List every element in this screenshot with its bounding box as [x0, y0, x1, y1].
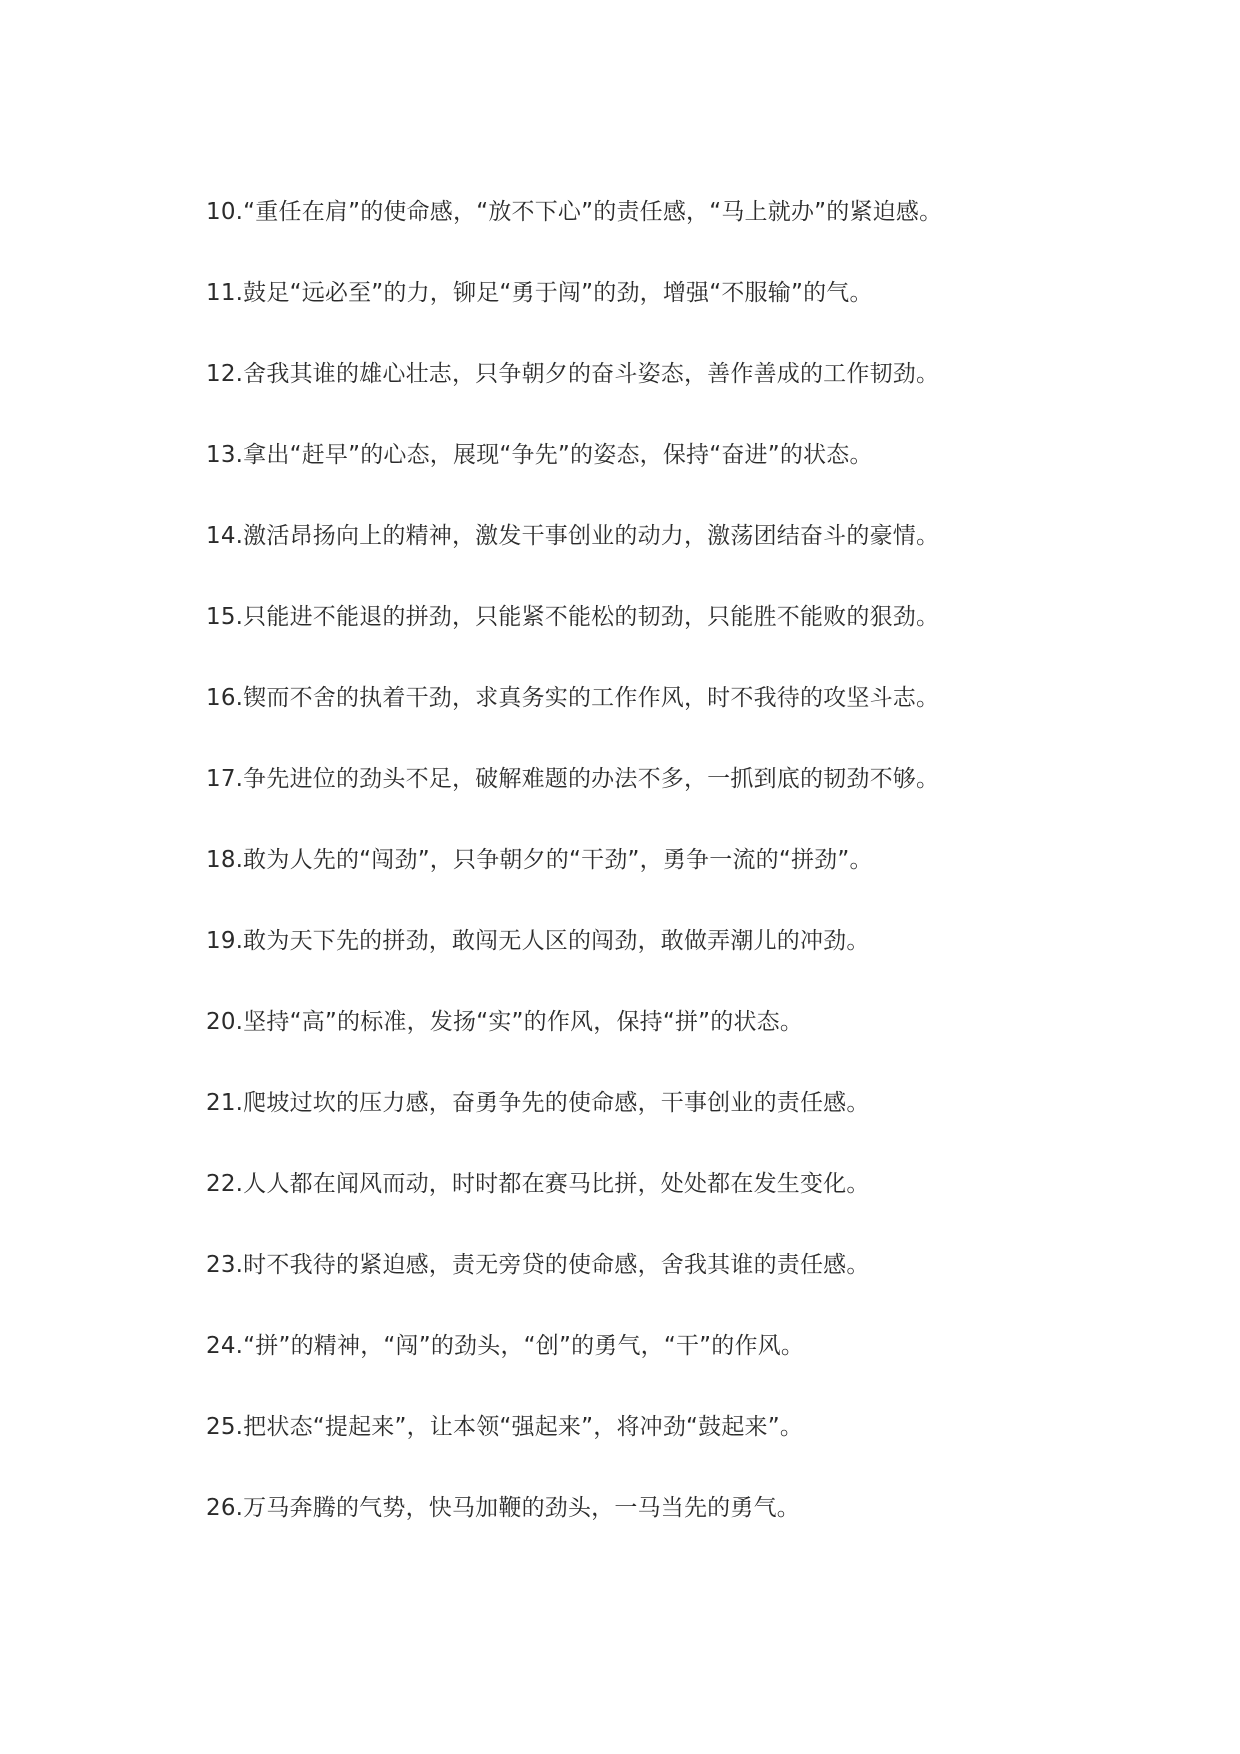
phrase-line: 19.敢为天下先的拼劲，敢闯无人区的闯劲，敢做弄潮儿的冲劲。	[206, 928, 870, 954]
phrase-line: 20.坚持“高”的标准，发扬“实”的作风，保持“拼”的状态。	[206, 1009, 804, 1035]
phrase-list	[206, 190, 1206, 1567]
phrase-line: 15.只能进不能退的拼劲，只能紧不能松的韧劲，只能胜不能败的狠劲。	[206, 604, 940, 630]
phrase-line: 24.“拼”的精神，“闯”的劲头，“创”的勇气，“干”的作风。	[206, 1333, 805, 1359]
phrase-line: 14.激活昂扬向上的精神，激发干事创业的动力，激荡团结奋斗的豪情。	[206, 523, 940, 549]
phrase-line: 11.鼓足“远必至”的力，铆足“勇于闯”的劲，增强“不服输”的气。	[206, 280, 873, 306]
phrase-line: 25.把状态“提起来”，让本领“强起来”，将冲劲“鼓起来”。	[206, 1414, 804, 1440]
phrase-line: 22.人人都在闻风而动，时时都在赛马比拼，处处都在发生变化。	[206, 1171, 870, 1197]
phrase-line: 17.争先进位的劲头不足，破解难题的办法不多，一抓到底的韧劲不够。	[206, 766, 940, 792]
phrase-line: 10.“重任在肩”的使命感，“放不下心”的责任感，“马上就办”的紧迫感。	[206, 199, 943, 225]
phrase-line: 12.舍我其谁的雄心壮志，只争朝夕的奋斗姿态，善作善成的工作韧劲。	[206, 361, 940, 387]
phrase-line: 13.拿出“赶早”的心态，展现“争先”的姿态，保持“奋进”的状态。	[206, 442, 873, 468]
phrase-line: 23.时不我待的紧迫感，责无旁贷的使命感，舍我其谁的责任感。	[206, 1252, 870, 1278]
phrase-line: 18.敢为人先的“闯劲”，只争朝夕的“干劲”，勇争一流的“拼劲”。	[206, 847, 873, 873]
phrase-line: 26.万马奔腾的气势，快马加鞭的劲头，一马当先的勇气。	[206, 1495, 800, 1521]
phrase-line: 21.爬坡过坎的压力感，奋勇争先的使命感，干事创业的责任感。	[206, 1090, 870, 1116]
phrase-line: 16.锲而不舍的执着干劲，求真务实的工作作风，时不我待的攻坚斗志。	[206, 685, 940, 711]
